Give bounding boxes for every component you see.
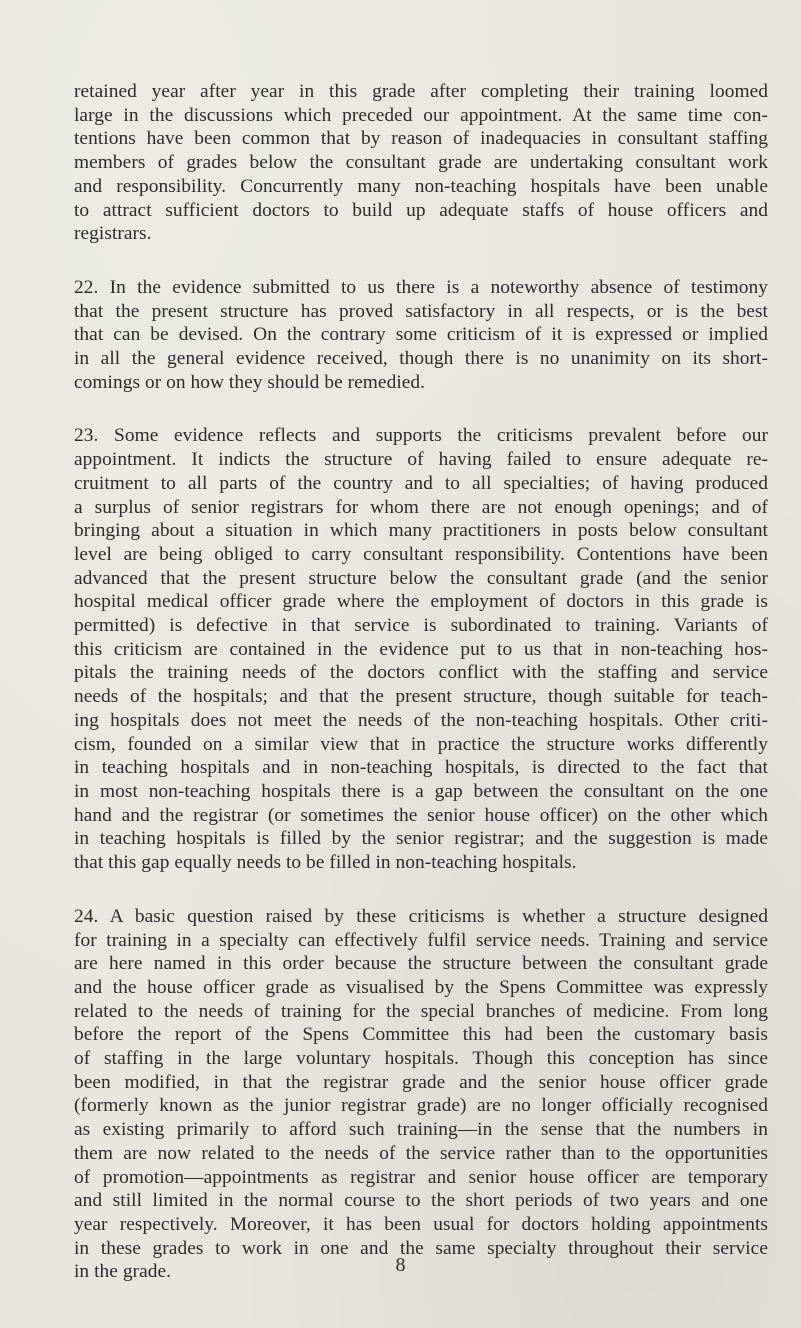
text-line: in all the general evidence received, though there is no unanimity on its short- bbox=[74, 348, 768, 370]
text-line: that this gap equally needs to be filled in non-teaching hospitals. bbox=[74, 852, 577, 874]
text-line: ing hospitals does not meet the needs of the non-teaching hospitals. Other criti- bbox=[74, 709, 768, 731]
text-line: as existing primarily to afford such training—in the sense that the numbers in bbox=[74, 1119, 768, 1141]
text-line: 24. A basic question raised by these criticisms is whether a structure designed bbox=[74, 905, 768, 927]
text-line: of staffing in the large voluntary hospitals. Though this conception has since bbox=[74, 1048, 768, 1070]
text-line: permitted) is defective in that service is subordinated to training. Variants of bbox=[74, 615, 768, 637]
text-line: 22. In the evidence submitted to us there is a noteworthy absence of testimony bbox=[74, 276, 768, 298]
text-line: to attract sufficient doctors to build up adequate staffs of house officers and bbox=[74, 199, 768, 221]
text-line: been modified, in that the registrar grade and the senior house officer grade bbox=[74, 1071, 768, 1093]
text-line: are here named in this order because the structure between the consultant grade bbox=[74, 953, 768, 975]
text-line: tentions have been common that by reason of inadequacies in consultant staffing bbox=[74, 128, 768, 150]
text-line: hospital medical officer grade where the employment of doctors in this grade is bbox=[74, 591, 768, 613]
text-line: for training in a specialty can effectively fulfil service needs. Training and service bbox=[74, 929, 768, 951]
text-line: bringing about a situation in which many practitioners in posts below consultant bbox=[74, 520, 768, 542]
text-line: related to the needs of training for the special branches of medicine. From long bbox=[74, 1000, 768, 1022]
text-line: large in the discussions which preceded our appointment. At the same time con- bbox=[74, 104, 768, 126]
text-line: 23. Some evidence reflects and supports the criticisms prevalent before our bbox=[74, 425, 768, 447]
text-line: registrars. bbox=[74, 223, 152, 245]
text-line: cism, founded on a similar view that in practice the structure works differently bbox=[74, 733, 768, 755]
text-line: members of grades below the consultant grade are undertaking consultant work bbox=[74, 152, 768, 174]
text-line: this criticism are contained in the evidence put to us that in non-teaching hos- bbox=[74, 638, 768, 660]
text-line: (formerly known as the junior registrar grade) are no longer officially recognised bbox=[74, 1095, 768, 1117]
text-line: year respectively. Moreover, it has been usual for doctors holding appointments bbox=[74, 1213, 768, 1235]
text-line: in the grade. bbox=[74, 1261, 172, 1283]
text-line: in teaching hospitals is filled by the senior registrar; and the suggestion is made bbox=[74, 828, 768, 850]
text-line: cruitment to all parts of the country and to all specialties; of having produced bbox=[74, 472, 768, 494]
text-line: that the present structure has proved satisfactory in all respects, or is the best bbox=[74, 300, 768, 322]
text-line: level are being obliged to carry consultant responsibility. Contentions have been bbox=[74, 543, 768, 565]
text-line: in these grades to work in one and the same specialty throughout their service bbox=[74, 1237, 768, 1259]
text-line: hand and the registrar (or sometimes the senior house officer) on the other which bbox=[74, 804, 768, 826]
text-line: of promotion—appointments as registrar and senior house officer are temporary bbox=[74, 1166, 768, 1188]
text-line: before the report of the Spens Committee this had been the customary basis bbox=[74, 1024, 768, 1046]
paragraph-24 bbox=[74, 905, 768, 1284]
text-line: retained year after year in this grade after completing their training loomed bbox=[74, 81, 768, 102]
text-line: and responsibility. Concurrently many non-teaching hospitals have been unable bbox=[74, 175, 768, 197]
text-line: advanced that the present structure below the consultant grade (and the senior bbox=[74, 567, 768, 589]
paragraph-continuation bbox=[74, 80, 768, 246]
text-line: needs of the hospitals; and that the present structure, though suitable for teach- bbox=[74, 686, 768, 708]
paragraph-23 bbox=[74, 424, 768, 874]
text-line: in teaching hospitals and in non-teaching hospitals, is directed to the fact that bbox=[74, 757, 768, 779]
text-line: that can be devised. On the contrary some criticism of it is expressed or implied bbox=[74, 324, 768, 346]
paragraph-22 bbox=[74, 276, 768, 395]
text-line: appointment. It indicts the structure of having failed to ensure adequate re- bbox=[74, 449, 768, 471]
page-number: 8 bbox=[395, 1254, 406, 1276]
text-line: them are now related to the needs of the service rather than to the opportunities bbox=[74, 1142, 768, 1164]
text-line: pitals the training needs of the doctors conflict with the staffing and service bbox=[74, 662, 768, 684]
text-line: and still limited in the normal course to the short periods of two years and one bbox=[74, 1190, 768, 1212]
document-page bbox=[74, 80, 768, 1314]
text-line: and the house officer grade as visualised by the Spens Committee was expressly bbox=[74, 976, 768, 998]
text-line: in most non-teaching hospitals there is a gap between the consultant on the one bbox=[74, 780, 768, 802]
text-line: comings or on how they should be remedied. bbox=[74, 371, 426, 393]
text-line: a surplus of senior registrars for whom there are not enough openings; and of bbox=[74, 496, 768, 518]
